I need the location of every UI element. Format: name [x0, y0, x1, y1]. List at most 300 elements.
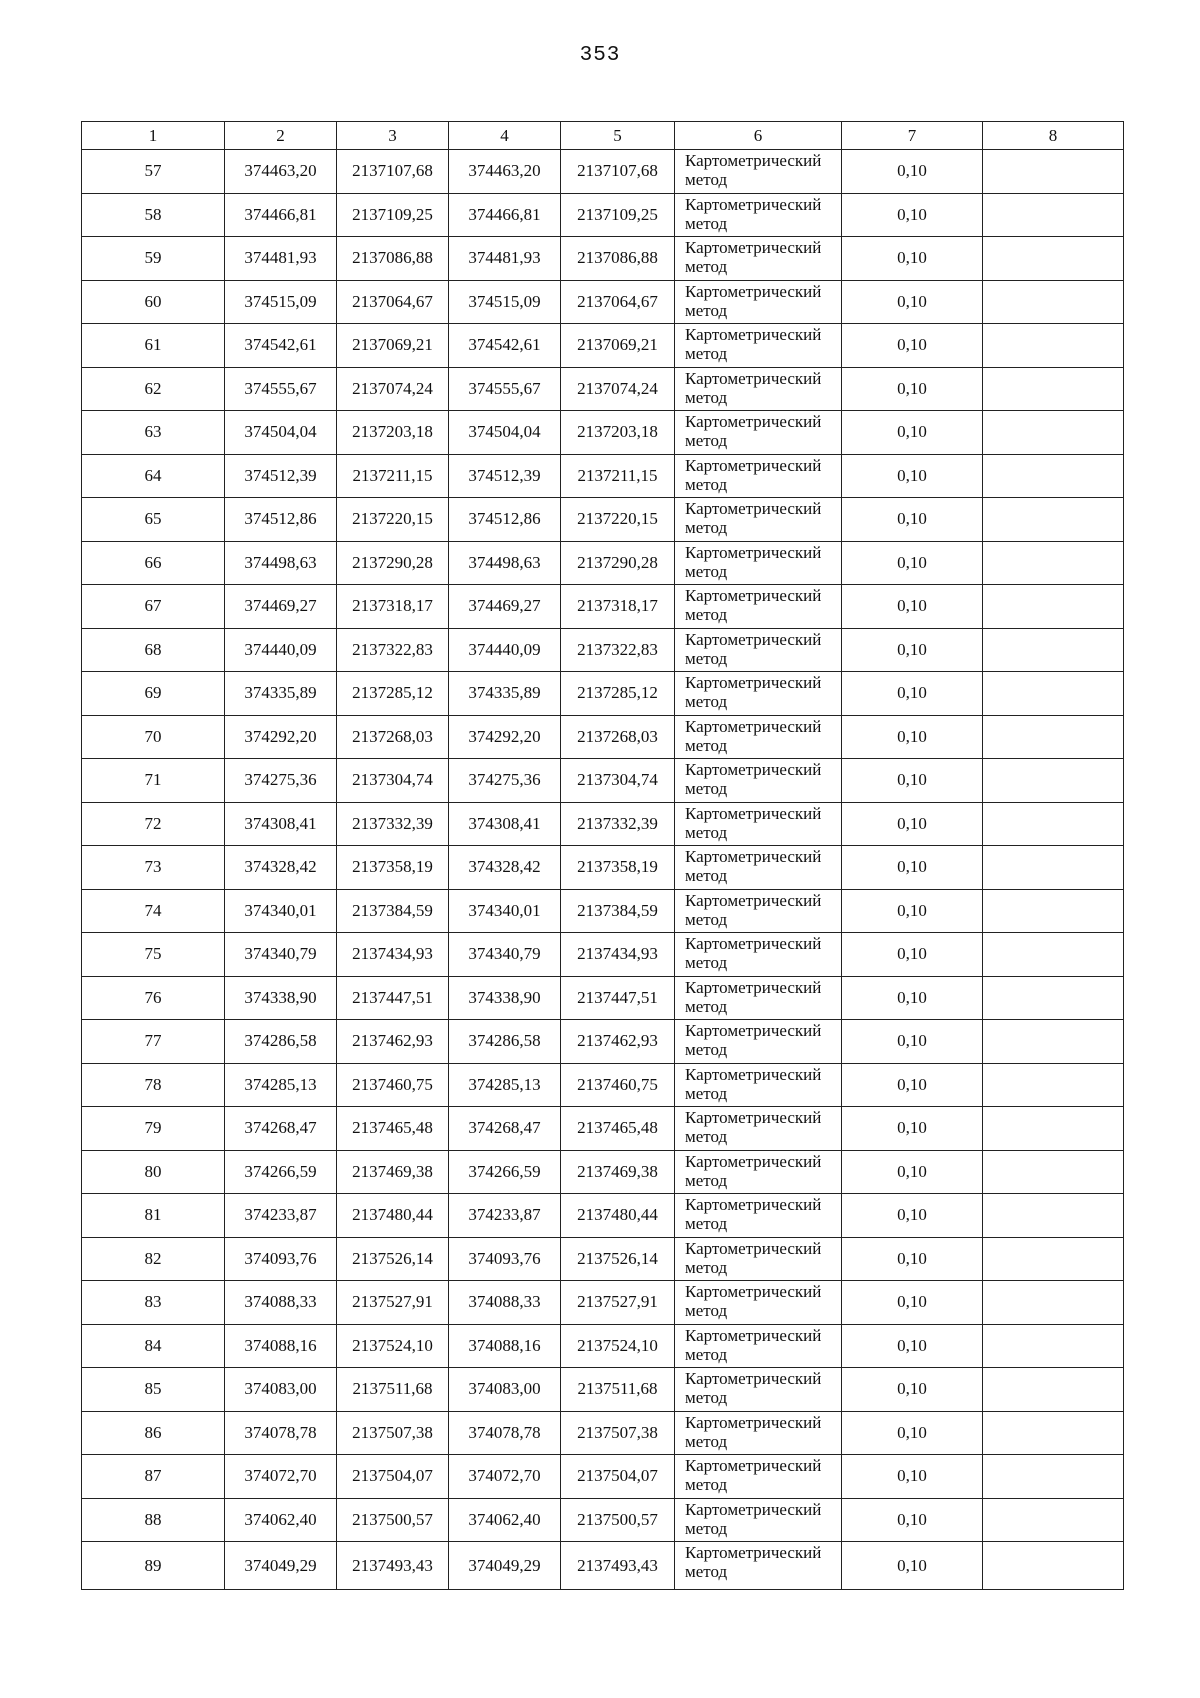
x-coord-cell: 374285,13	[225, 1063, 337, 1107]
y-coord-cell: 2137285,12	[337, 672, 449, 716]
method-line: Картометрический	[685, 238, 822, 257]
method-cell	[675, 1498, 842, 1542]
y-coord-cell: 2137511,68	[561, 1368, 675, 1412]
accuracy-cell: 0,10	[842, 976, 983, 1020]
x-coord-cell: 374049,29	[449, 1542, 561, 1590]
point-number-cell: 84	[82, 1324, 225, 1368]
accuracy-cell: 0,10	[842, 1194, 983, 1238]
y-coord-cell: 2137290,28	[561, 541, 675, 585]
note-cell	[983, 628, 1124, 672]
method-line: метод	[685, 1475, 728, 1494]
x-coord-cell: 374083,00	[225, 1368, 337, 1412]
y-coord-cell: 2137268,03	[561, 715, 675, 759]
point-number-cell: 79	[82, 1107, 225, 1151]
x-coord-cell: 374463,20	[225, 150, 337, 194]
y-coord-cell: 2137358,19	[337, 846, 449, 890]
method-line: метод	[685, 1431, 728, 1451]
x-coord-cell: 374078,78	[449, 1411, 561, 1455]
method-cell	[675, 1281, 842, 1325]
method-cell	[675, 585, 842, 629]
x-coord-cell: 374049,29	[225, 1542, 337, 1590]
x-coord-cell: 374062,40	[449, 1498, 561, 1542]
method-line: Картометрический	[685, 455, 822, 475]
note-cell	[983, 1411, 1124, 1455]
y-coord-cell: 2137460,75	[561, 1063, 675, 1107]
method-line: Картометрический	[685, 1369, 822, 1388]
method-line: Картометрический	[685, 1064, 822, 1084]
x-coord-cell: 374275,36	[225, 759, 337, 803]
accuracy-cell: 0,10	[842, 889, 983, 933]
y-coord-cell: 2137268,03	[337, 715, 449, 759]
y-coord-cell: 2137493,43	[561, 1542, 675, 1590]
table-header-row	[82, 122, 1124, 150]
y-coord-cell: 2137434,93	[337, 933, 449, 977]
table-row	[82, 1368, 1124, 1412]
x-coord-cell: 374266,59	[449, 1150, 561, 1194]
y-coord-cell: 2137500,57	[337, 1498, 449, 1542]
method-line: Картометрический	[685, 151, 822, 170]
x-coord-cell: 374292,20	[225, 715, 337, 759]
table-row	[82, 672, 1124, 716]
point-number-cell: 77	[82, 1020, 225, 1064]
x-coord-cell: 374440,09	[225, 628, 337, 672]
point-number-cell: 58	[82, 193, 225, 237]
method-line: Картометрический	[685, 368, 822, 388]
method-line: Картометрический	[685, 542, 822, 562]
table-row	[82, 1455, 1124, 1499]
point-number-cell: 75	[82, 933, 225, 977]
point-number-cell: 67	[82, 585, 225, 629]
method-line: Картометрический	[685, 1543, 822, 1562]
x-coord-cell: 374088,33	[225, 1281, 337, 1325]
y-coord-cell: 2137500,57	[561, 1498, 675, 1542]
accuracy-cell: 0,10	[842, 1281, 983, 1325]
y-coord-cell: 2137332,39	[337, 802, 449, 846]
x-coord-cell: 374338,90	[225, 976, 337, 1020]
table-row	[82, 1237, 1124, 1281]
table-row	[82, 889, 1124, 933]
method-cell	[675, 1020, 842, 1064]
note-cell	[983, 1455, 1124, 1499]
table-row	[82, 1542, 1124, 1590]
y-coord-cell: 2137332,39	[561, 802, 675, 846]
accuracy-cell: 0,10	[842, 802, 983, 846]
method-line: Картометрический	[685, 586, 822, 605]
x-coord-cell: 374093,76	[449, 1237, 561, 1281]
y-coord-cell: 2137524,10	[561, 1324, 675, 1368]
y-coord-cell: 2137462,93	[337, 1020, 449, 1064]
method-line: Картометрический	[685, 760, 822, 779]
note-cell	[983, 541, 1124, 585]
method-line: Картометрический	[685, 847, 822, 866]
table-row	[82, 802, 1124, 846]
accuracy-cell: 0,10	[842, 933, 983, 977]
column-header: 8	[983, 122, 1124, 150]
y-coord-cell: 2137203,18	[561, 411, 675, 455]
note-cell	[983, 889, 1124, 933]
note-cell	[983, 1498, 1124, 1542]
method-line: Картометрический	[685, 1151, 822, 1171]
x-coord-cell: 374072,70	[449, 1455, 561, 1499]
x-coord-cell: 374515,09	[449, 280, 561, 324]
x-coord-cell: 374338,90	[449, 976, 561, 1020]
method-line: метод	[685, 344, 728, 363]
y-coord-cell: 2137447,51	[561, 976, 675, 1020]
y-coord-cell: 2137527,91	[561, 1281, 675, 1325]
x-coord-cell: 374340,79	[225, 933, 337, 977]
y-coord-cell: 2137322,83	[561, 628, 675, 672]
x-coord-cell: 374335,89	[225, 672, 337, 716]
x-coord-cell: 374308,41	[449, 802, 561, 846]
y-coord-cell: 2137220,15	[337, 498, 449, 542]
y-coord-cell: 2137086,88	[561, 237, 675, 281]
method-line: Картометрический	[685, 934, 822, 953]
accuracy-cell: 0,10	[842, 759, 983, 803]
accuracy-cell: 0,10	[842, 1368, 983, 1412]
point-number-cell: 86	[82, 1411, 225, 1455]
table-row	[82, 367, 1124, 411]
accuracy-cell: 0,10	[842, 1498, 983, 1542]
accuracy-cell: 0,10	[842, 846, 983, 890]
note-cell	[983, 933, 1124, 977]
table-row	[82, 280, 1124, 324]
method-line: метод	[685, 866, 728, 885]
accuracy-cell: 0,10	[842, 498, 983, 542]
method-cell	[675, 541, 842, 585]
point-number-cell: 65	[82, 498, 225, 542]
x-coord-cell: 374466,81	[449, 193, 561, 237]
y-coord-cell: 2137211,15	[561, 454, 675, 498]
x-coord-cell: 374062,40	[225, 1498, 337, 1542]
method-cell	[675, 454, 842, 498]
method-line: Картометрический	[685, 977, 822, 997]
note-cell	[983, 280, 1124, 324]
x-coord-cell: 374555,67	[225, 367, 337, 411]
y-coord-cell: 2137074,24	[337, 367, 449, 411]
y-coord-cell: 2137504,07	[561, 1455, 675, 1499]
method-cell	[675, 1324, 842, 1368]
y-coord-cell: 2137507,38	[337, 1411, 449, 1455]
y-coord-cell: 2137064,67	[337, 280, 449, 324]
table-row	[82, 1281, 1124, 1325]
x-coord-cell: 374268,47	[449, 1107, 561, 1151]
note-cell	[983, 1150, 1124, 1194]
table-row	[82, 1411, 1124, 1455]
table-row	[82, 454, 1124, 498]
method-line: метод	[685, 1170, 728, 1190]
point-number-cell: 72	[82, 802, 225, 846]
point-number-cell: 59	[82, 237, 225, 281]
y-coord-cell: 2137318,17	[337, 585, 449, 629]
method-cell	[675, 150, 842, 194]
table-row	[82, 324, 1124, 368]
y-coord-cell: 2137318,17	[561, 585, 675, 629]
x-coord-cell: 374498,63	[225, 541, 337, 585]
note-cell	[983, 1368, 1124, 1412]
method-line: Картометрический	[685, 890, 822, 910]
y-coord-cell: 2137460,75	[337, 1063, 449, 1107]
y-coord-cell: 2137434,93	[561, 933, 675, 977]
column-header: 6	[675, 122, 842, 150]
y-coord-cell: 2137504,07	[337, 1455, 449, 1499]
y-coord-cell: 2137074,24	[561, 367, 675, 411]
method-line: метод	[685, 692, 728, 711]
table-row	[82, 933, 1124, 977]
note-cell	[983, 846, 1124, 890]
x-coord-cell: 374078,78	[225, 1411, 337, 1455]
method-cell	[675, 933, 842, 977]
method-line: метод	[685, 735, 728, 755]
note-cell	[983, 193, 1124, 237]
x-coord-cell: 374233,87	[225, 1194, 337, 1238]
accuracy-cell: 0,10	[842, 324, 983, 368]
method-line: Картометрический	[685, 1456, 822, 1475]
method-line: Картометрический	[685, 281, 822, 301]
y-coord-cell: 2137203,18	[337, 411, 449, 455]
accuracy-cell: 0,10	[842, 1324, 983, 1368]
method-cell	[675, 1107, 842, 1151]
method-line: метод	[685, 561, 728, 581]
x-coord-cell: 374481,93	[225, 237, 337, 281]
method-line: метод	[685, 1388, 728, 1407]
note-cell	[983, 1324, 1124, 1368]
table-row	[82, 1150, 1124, 1194]
accuracy-cell: 0,10	[842, 1455, 983, 1499]
y-coord-cell: 2137211,15	[337, 454, 449, 498]
x-coord-cell: 374268,47	[225, 1107, 337, 1151]
y-coord-cell: 2137069,21	[337, 324, 449, 368]
table-row	[82, 628, 1124, 672]
y-coord-cell: 2137109,25	[337, 193, 449, 237]
column-header: 5	[561, 122, 675, 150]
table-row	[82, 1498, 1124, 1542]
x-coord-cell: 374292,20	[449, 715, 561, 759]
x-coord-cell: 374286,58	[449, 1020, 561, 1064]
note-cell	[983, 454, 1124, 498]
method-line: метод	[685, 822, 728, 842]
x-coord-cell: 374555,67	[449, 367, 561, 411]
method-line: Картометрический	[685, 194, 822, 214]
y-coord-cell: 2137507,38	[561, 1411, 675, 1455]
table-row	[82, 541, 1124, 585]
method-line: метод	[685, 1257, 728, 1277]
y-coord-cell: 2137469,38	[561, 1150, 675, 1194]
point-number-cell: 76	[82, 976, 225, 1020]
x-coord-cell: 374340,01	[449, 889, 561, 933]
coordinates-table	[81, 121, 1124, 1590]
method-line: Картометрический	[685, 325, 822, 344]
table-row	[82, 1020, 1124, 1064]
column-header: 1	[82, 122, 225, 150]
y-coord-cell: 2137358,19	[561, 846, 675, 890]
method-line: Картометрический	[685, 1412, 822, 1432]
method-line: метод	[685, 257, 728, 276]
accuracy-cell: 0,10	[842, 1237, 983, 1281]
table-row	[82, 846, 1124, 890]
y-coord-cell: 2137493,43	[337, 1542, 449, 1590]
accuracy-cell: 0,10	[842, 193, 983, 237]
accuracy-cell: 0,10	[842, 1107, 983, 1151]
x-coord-cell: 374308,41	[225, 802, 337, 846]
method-line: метод	[685, 1127, 728, 1146]
accuracy-cell: 0,10	[842, 454, 983, 498]
method-cell	[675, 846, 842, 890]
x-coord-cell: 374266,59	[225, 1150, 337, 1194]
table-row	[82, 1194, 1124, 1238]
accuracy-cell: 0,10	[842, 1150, 983, 1194]
method-line: метод	[685, 648, 728, 668]
method-line: Картометрический	[685, 1108, 822, 1127]
point-number-cell: 61	[82, 324, 225, 368]
x-coord-cell: 374512,86	[449, 498, 561, 542]
note-cell	[983, 1542, 1124, 1590]
method-line: метод	[685, 1083, 728, 1103]
y-coord-cell: 2137469,38	[337, 1150, 449, 1194]
note-cell	[983, 324, 1124, 368]
accuracy-cell: 0,10	[842, 715, 983, 759]
note-cell	[983, 1107, 1124, 1151]
method-line: Картометрический	[685, 716, 822, 736]
method-line: метод	[685, 1518, 728, 1538]
y-coord-cell: 2137526,14	[337, 1237, 449, 1281]
method-line: Картометрический	[685, 803, 822, 823]
page-number: 353	[579, 44, 621, 67]
table-row	[82, 1107, 1124, 1151]
method-cell	[675, 237, 842, 281]
method-cell	[675, 367, 842, 411]
y-coord-cell: 2137462,93	[561, 1020, 675, 1064]
table-row	[82, 715, 1124, 759]
point-number-cell: 82	[82, 1237, 225, 1281]
accuracy-cell: 0,10	[842, 672, 983, 716]
point-number-cell: 88	[82, 1498, 225, 1542]
method-line: метод	[685, 300, 728, 320]
y-coord-cell: 2137447,51	[337, 976, 449, 1020]
point-number-cell: 70	[82, 715, 225, 759]
note-cell	[983, 715, 1124, 759]
column-header: 3	[337, 122, 449, 150]
method-cell	[675, 672, 842, 716]
method-cell	[675, 193, 842, 237]
method-line: метод	[685, 953, 728, 972]
method-cell	[675, 715, 842, 759]
x-coord-cell: 374512,39	[225, 454, 337, 498]
y-coord-cell: 2137107,68	[561, 150, 675, 194]
y-coord-cell: 2137511,68	[337, 1368, 449, 1412]
x-coord-cell: 374275,36	[449, 759, 561, 803]
note-cell	[983, 411, 1124, 455]
x-coord-cell: 374083,00	[449, 1368, 561, 1412]
x-coord-cell: 374328,42	[225, 846, 337, 890]
point-number-cell: 66	[82, 541, 225, 585]
method-line: Картометрический	[685, 412, 822, 431]
point-number-cell: 73	[82, 846, 225, 890]
point-number-cell: 87	[82, 1455, 225, 1499]
x-coord-cell: 374440,09	[449, 628, 561, 672]
accuracy-cell: 0,10	[842, 1542, 983, 1590]
x-coord-cell: 374285,13	[449, 1063, 561, 1107]
method-line: метод	[685, 1301, 728, 1320]
method-cell	[675, 889, 842, 933]
point-number-cell: 74	[82, 889, 225, 933]
x-coord-cell: 374088,33	[449, 1281, 561, 1325]
note-cell	[983, 1020, 1124, 1064]
method-cell	[675, 1542, 842, 1590]
point-number-cell: 64	[82, 454, 225, 498]
note-cell	[983, 498, 1124, 542]
point-number-cell: 62	[82, 367, 225, 411]
x-coord-cell: 374542,61	[449, 324, 561, 368]
table-row	[82, 498, 1124, 542]
y-coord-cell: 2137290,28	[337, 541, 449, 585]
column-header: 4	[449, 122, 561, 150]
method-line: Картометрический	[685, 1195, 822, 1214]
method-cell	[675, 1455, 842, 1499]
point-number-cell: 81	[82, 1194, 225, 1238]
method-line: Картометрический	[685, 1021, 822, 1040]
accuracy-cell: 0,10	[842, 411, 983, 455]
method-line: метод	[685, 996, 728, 1016]
point-number-cell: 69	[82, 672, 225, 716]
method-cell	[675, 1368, 842, 1412]
x-coord-cell: 374463,20	[449, 150, 561, 194]
x-coord-cell: 374515,09	[225, 280, 337, 324]
method-line: метод	[685, 213, 728, 233]
point-number-cell: 68	[82, 628, 225, 672]
y-coord-cell: 2137524,10	[337, 1324, 449, 1368]
note-cell	[983, 802, 1124, 846]
method-line: Картометрический	[685, 1238, 822, 1258]
x-coord-cell: 374481,93	[449, 237, 561, 281]
accuracy-cell: 0,10	[842, 1411, 983, 1455]
method-line: метод	[685, 387, 728, 407]
y-coord-cell: 2137064,67	[561, 280, 675, 324]
y-coord-cell: 2137480,44	[561, 1194, 675, 1238]
y-coord-cell: 2137086,88	[337, 237, 449, 281]
note-cell	[983, 1281, 1124, 1325]
y-coord-cell: 2137526,14	[561, 1237, 675, 1281]
x-coord-cell: 374469,27	[225, 585, 337, 629]
table-row	[82, 150, 1124, 194]
x-coord-cell: 374340,79	[449, 933, 561, 977]
method-line: метод	[685, 1344, 728, 1364]
y-coord-cell: 2137304,74	[337, 759, 449, 803]
method-line: метод	[685, 474, 728, 494]
note-cell	[983, 976, 1124, 1020]
accuracy-cell: 0,10	[842, 1063, 983, 1107]
x-coord-cell: 374088,16	[449, 1324, 561, 1368]
column-header: 7	[842, 122, 983, 150]
note-cell	[983, 1237, 1124, 1281]
y-coord-cell: 2137527,91	[337, 1281, 449, 1325]
method-line: метод	[685, 518, 728, 537]
column-header: 2	[225, 122, 337, 150]
y-coord-cell: 2137322,83	[337, 628, 449, 672]
method-cell	[675, 1237, 842, 1281]
x-coord-cell: 374072,70	[225, 1455, 337, 1499]
y-coord-cell: 2137465,48	[561, 1107, 675, 1151]
point-number-cell: 85	[82, 1368, 225, 1412]
x-coord-cell: 374504,04	[225, 411, 337, 455]
table-row	[82, 411, 1124, 455]
point-number-cell: 60	[82, 280, 225, 324]
method-line: метод	[685, 431, 728, 450]
y-coord-cell: 2137109,25	[561, 193, 675, 237]
method-cell	[675, 628, 842, 672]
x-coord-cell: 374340,01	[225, 889, 337, 933]
x-coord-cell: 374512,86	[225, 498, 337, 542]
table-row	[82, 1063, 1124, 1107]
